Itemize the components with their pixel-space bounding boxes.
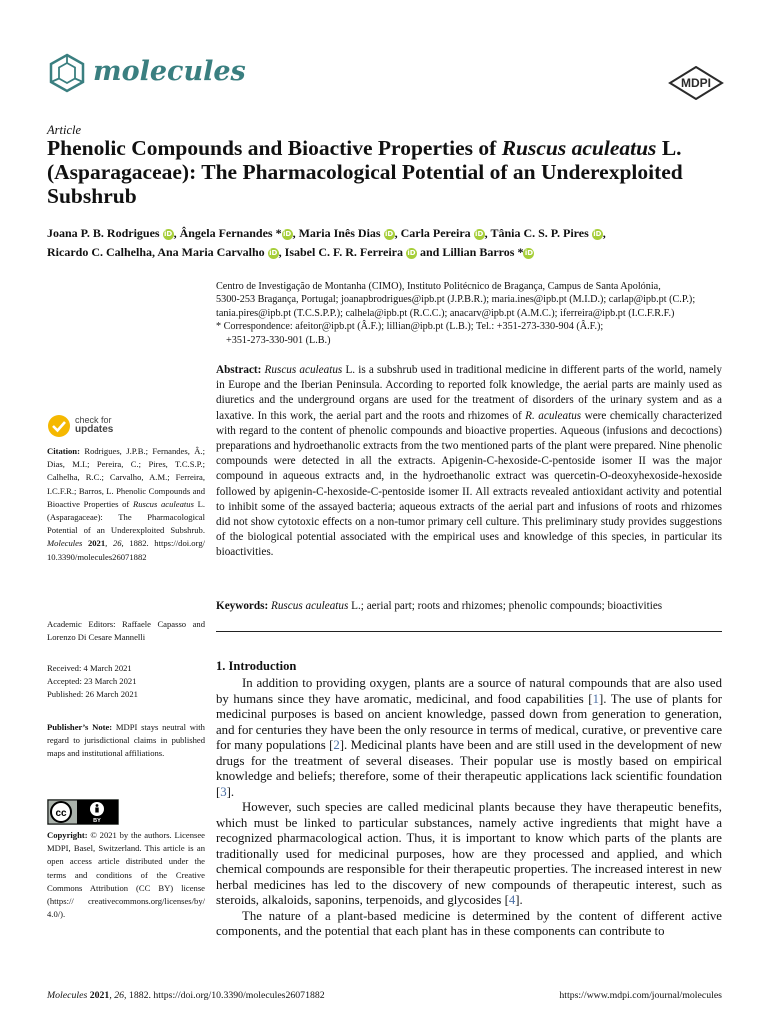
orcid-icon[interactable]: iD bbox=[269, 248, 278, 257]
svg-text:BY: BY bbox=[93, 818, 101, 824]
orcid-icon[interactable]: iD bbox=[475, 229, 484, 238]
orcid-icon[interactable]: iD bbox=[593, 229, 602, 238]
publisher-note: Publisher’s Note: MDPI stays neutral with regard to jurisdictional claims in published maps and institutional affiliations. bbox=[47, 722, 205, 759]
orcid-icon[interactable]: iD bbox=[163, 229, 173, 238]
check-updates-icon bbox=[47, 414, 71, 438]
copyright: Copyright: © 2021 by the authors. Licensee MDPI, Basel, Switzerland. This article is an open access article distributed under the terms and conditions of the Creative Commons Attribution (CC BY) license (https:// creativecommons.org/licenses/by/ 4.0/). bbox=[47, 830, 205, 920]
article-type: Article bbox=[47, 123, 82, 137]
footer-journal-url[interactable]: https://www.mdpi.com/journal/molecules bbox=[559, 990, 722, 1001]
authors-line-2: Ricardo C. Calhelha, Ana Maria Carvalho iD, Isabel C. F. R. Ferreira iD and Lillian Barros *iD bbox=[47, 245, 534, 259]
mdpi-logo-text: MDPI bbox=[681, 76, 711, 90]
molecules-logo-icon bbox=[46, 52, 88, 94]
check-for-updates-badge[interactable]: check for updates bbox=[47, 413, 157, 439]
paragraph: In addition to providing oxygen, plants are a source of natural compounds that are also used by humans since they have aromatic, medicinal, and food capabilities [1]. The use of plants for medicinal purposes is based on ancient knowledge, passed down from generation to generation, and for centuries they have been the only resource in terms of medical, curative, or preventive care for many populations [2]. Medicinal plants have been and are still used in the development of new drugs for the treatment of several diseases. Their popular use is mostly based on empirical knowledge and beliefs; therefore, some of their therapeutic applications lack scientific foundation [3]. bbox=[216, 676, 723, 799]
journal-name: molecules bbox=[93, 56, 246, 87]
cc-by-license-icon[interactable] bbox=[47, 799, 119, 825]
authors-line-1: Joana P. B. Rodrigues iD, Ângela Fernandes *iD, Maria Inês Dias iD, Carla Pereira iD, Tânia C. S. P. Pires iD, bbox=[47, 226, 606, 240]
footer-citation: Molecules 2021, 26, 1882. https://doi.org/10.3390/molecules26071882 bbox=[47, 990, 325, 1001]
section-divider bbox=[216, 631, 722, 632]
introduction-body bbox=[216, 676, 722, 940]
author-list bbox=[47, 224, 737, 262]
orcid-icon[interactable]: iD bbox=[407, 248, 416, 257]
reference-link[interactable]: 4 bbox=[508, 893, 516, 907]
reference-link[interactable]: 2 bbox=[333, 738, 340, 752]
orcid-icon[interactable]: iD bbox=[384, 229, 394, 238]
orcid-icon[interactable]: iD bbox=[524, 248, 534, 257]
paragraph: However, such species are called medicinal plants because they have therapeutic benefits, which must be linked to particular substances, namely active ingredients that might have a recognized pharmacological action. Thus, it is important to know which parts of the plants are traditionally used for medicinal purposes, how are they processed and applied, and which chemical compounds are responsible for their therapeutic properties. The increased interest in new herbal medicines has led to the discovery of new compounds of therapeutic interest, such as steroids, alkaloids, saponins, terpenoids, and glycosides [4]. bbox=[216, 800, 722, 907]
dates: Received: 4 March 2021 Accepted: 23 March 2021 Published: 26 March 2021 bbox=[47, 663, 138, 700]
abstract: Abstract: Ruscus aculeatus L. is a subshrub used in traditional medicine in different parts of the world, namely in Europe and the Iberian Peninsula. According to reported folk knowledge, the aerial parts are mainly used as diuretics and the underground organs are used for the treatment of disorders of the urinary system and as a laxative. In this work, the aerial part and the roots and rhizomes of R. aculeatus were chemically characterized with regard to the content of phenolic compounds and bioactive properties. Aqueous (infusions and decoctions) preparations and hydroethanolic extracts from the two mentioned parts of the plant were prepared. Nine phenolic compounds were detected in all the extracts. Apigenin-C-hexoside-C-pentoside isomer II was the major compound in aqueous extracts and, in the hydroethanolic extract was quercetin-O-deoxyhexoside-hexoside followed by apigenin-C-hexoside-C-pentoside isomer II. All extracts revealed antioxidant activity and potential to inhibit some of the assayed bacteria; aqueous extracts of the aerial part and infusions of roots and rhizomes did not show cytotoxic effects on a non-tumor primary cell culture. This preliminary study provides suggestions of the biological potential associated with the empirical uses and knowledge of this species, in particular its bioactivities. bbox=[216, 364, 722, 559]
affiliation-block: Centro de Investigação de Montanha (CIMO), Instituto Politécnico de Bragança, Campus de Santa Apolónia, 5300-253 Bragança, Portugal; joanapbrodrigues@ipb.pt (J.P.B.R.); maria.ines@ipb.pt (M.I.D.); carlap@ipb.pt (C.P.); tania.pires@ipb.pt (T.C.S.P.P.); calhela@ipb.pt (R.C.C.); anacarv@ipb.pt (A.M.C.); iferreira@ipb.pt (I.C.F.R.F.) * Correspondence: afeitor@ipb.pt (Â.F.); lillian@ipb.pt (L.B.); Tel.: +351-273-330-904 (Â.F.); +351-273-330-901 (L.B.) bbox=[216, 281, 696, 346]
reference-link[interactable]: 3 bbox=[220, 784, 227, 799]
orcid-icon[interactable]: iD bbox=[282, 229, 292, 238]
article-title: Phenolic Compounds and Bioactive Properties of Ruscus aculeatus L. (Asparagaceae): The Pharmacological Potential of an Underexploited Subshrub bbox=[47, 136, 683, 208]
mdpi-logo bbox=[668, 66, 724, 100]
citation: Citation: Rodrigues, J.P.B.; Fernandes, Â.; Dias, M.I.; Pereira, C.; Pires, T.C.S.P.; Calhelha, R.C.; Carvalho, A.M.; Ferreira, I.C.F.R.; Barros, L. Phenolic Compounds and Bioactive Properties of Ruscus aculeatus L. (Asparagaceae): The Pharmacological Potential of an Underexploited Subshrub. Molecules 2021, 26, 1882. https://doi.org/ 10.3390/molecules26071882 bbox=[47, 446, 206, 562]
paragraph: The nature of a plant-based medicine is determined by the content of different active components, and the potential that each plant has in these components can contribute to bbox=[216, 908, 722, 938]
reference-link[interactable]: 1 bbox=[592, 691, 599, 706]
academic-editors: Academic Editors: Raffaele Capasso and Lorenzo Di Cesare Mannelli bbox=[47, 619, 205, 643]
keywords: Keywords: Ruscus aculeatus L.; aerial part; roots and rhizomes; phenolic compounds; bioactivities bbox=[216, 600, 663, 612]
section-heading-introduction: 1. Introduction bbox=[216, 659, 297, 673]
svg-text:cc: cc bbox=[55, 808, 67, 819]
